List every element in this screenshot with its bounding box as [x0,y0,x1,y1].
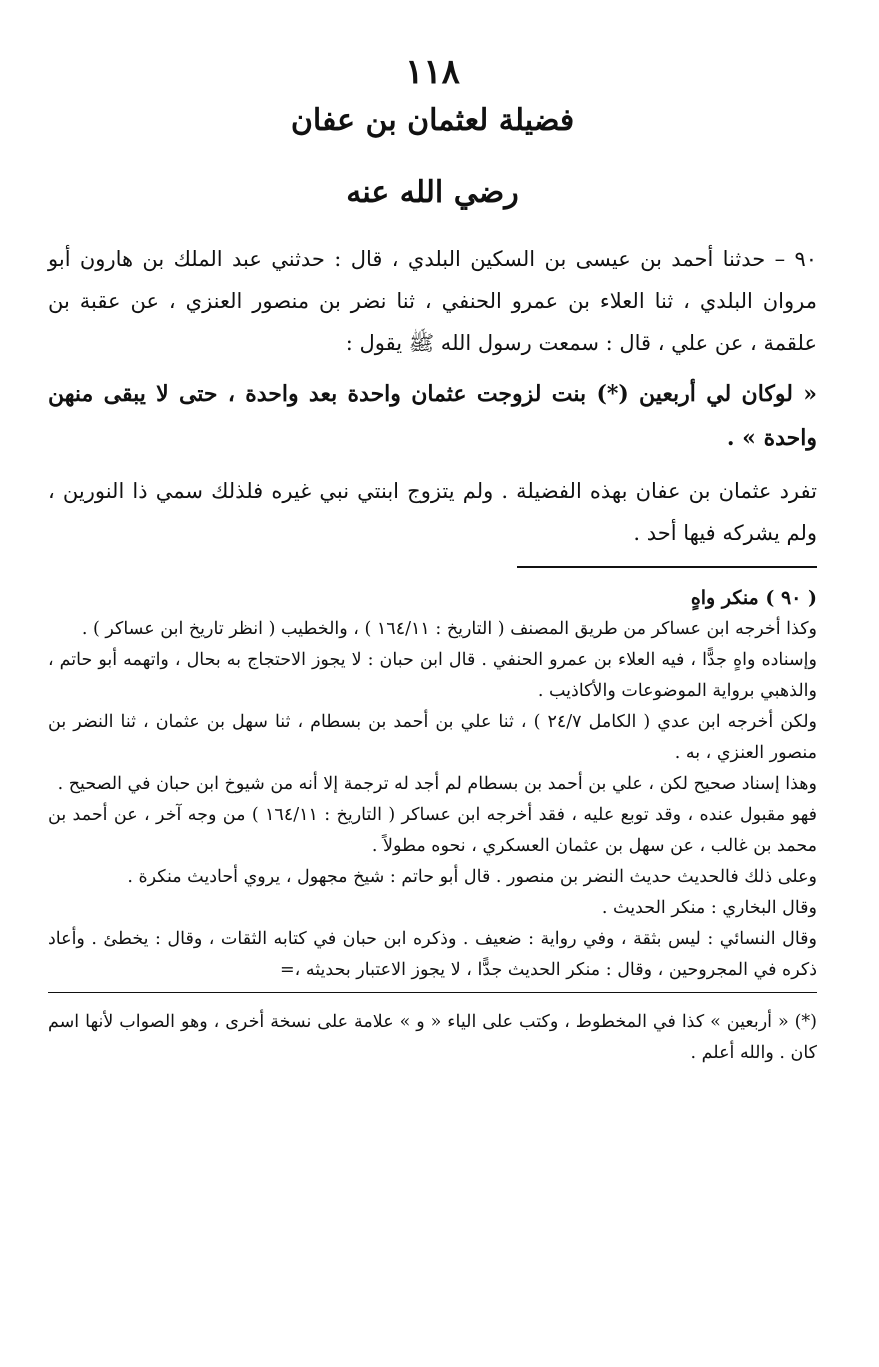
footnote: (*) « أربعين » كذا في المخطوط ، وكتب على الياء « و » علامة على نسخة أخرى ، وهو الصواب لأنها اسم كان . والله أعلم . [48,1012,817,1063]
note-paragraph: وكذا أخرجه ابن عساكر من طريق المصنف ( التاريخ : ١٦٤/١١ ) ، والخطيب ( انظر تاريخ ابن عساكر ) . [81,619,817,639]
notes-title: ( ٩٠ ) منكر واهٍ [690,587,817,609]
note-paragraph: فهو مقبول عنده ، وقد توبع عليه ، فقد أخرجه ابن عساكر ( التاريخ : ١٦٤/١١ ) من وجه آخر ، عن أحمد بن محمد بن غالب ، عن سهل بن عثمان العسكري ، نحوه مطولاً . [48,805,817,856]
note-paragraph: وإسناده واهٍ جدًّا ، فيه العلاء بن عمرو الحنفي . قال ابن حبان : لا يجوز الاحتجاج به بحال ، واتهمه أبو حاتم ، والذهبي برواية الموضوعات والأكاذيب . [48,650,817,701]
note-paragraph: وهذا إسناد صحيح لكن ، علي بن أحمد بن بسطام لم أجد له ترجمة إلا أنه من شيوخ ابن حبان في الصحيح . [57,774,817,794]
chapter-subtitle: رضي الله عنه [346,175,519,210]
author-comment: تفرد عثمان بن عفان بهذه الفضيلة . ولم يتزوج ابنتي نبي غيره فلذلك سمي ذا النورين ، ولم يشركه فيها أحد . [48,479,817,545]
book-page [48,50,817,1327]
footnote-separator [48,992,817,993]
page-number: ١١٨ [405,52,460,92]
note-paragraph: وقال البخاري : منكر الحديث . [601,898,817,918]
note-paragraph: ولكن أخرجه ابن عدي ( الكامل ٢٤/٧ ) ، ثنا علي بن أحمد بن بسطام ، ثنا سهل بن عثمان ، ثنا النضر بن منصور العنزي ، به . [48,712,817,763]
note-paragraph: وقال النسائي : ليس بثقة ، وفي رواية : ضعيف . وذكره ابن حبان في كتابه الثقات ، وقال : يخطئ . وأعاد ذكره في المجروحين ، وقال : منكر الحديث جدًّا ، لا يجوز الاعتبار بحديثه ،= [48,929,817,980]
notes-separator [517,566,817,568]
hadith-chain: ٩٠ – حدثنا أحمد بن عيسى بن السكين البلدي ، قال : حدثني عبد الملك بن هارون أبو مروان البلدي ، ثنا العلاء بن عمرو الحنفي ، ثنا نضر بن منصور العنزي ، عن عقبة بن علقمة ، عن علي ، قال : سمعت رسول الله ﷺ يقول : [48,247,817,355]
note-paragraph: وعلى ذلك فالحديث حديث النضر بن منصور . قال أبو حاتم : شيخ مجهول ، يروي أحاديث منكرة . [127,867,817,887]
hadith-text: « لوكان لي أربعين (*) بنت لزوجت عثمان واحدة بعد واحدة ، حتى لا يبقى منهن واحدة » . [48,381,817,451]
notes-section [48,582,817,986]
chapter-title: فضيلة لعثمان بن عفان [290,103,575,138]
